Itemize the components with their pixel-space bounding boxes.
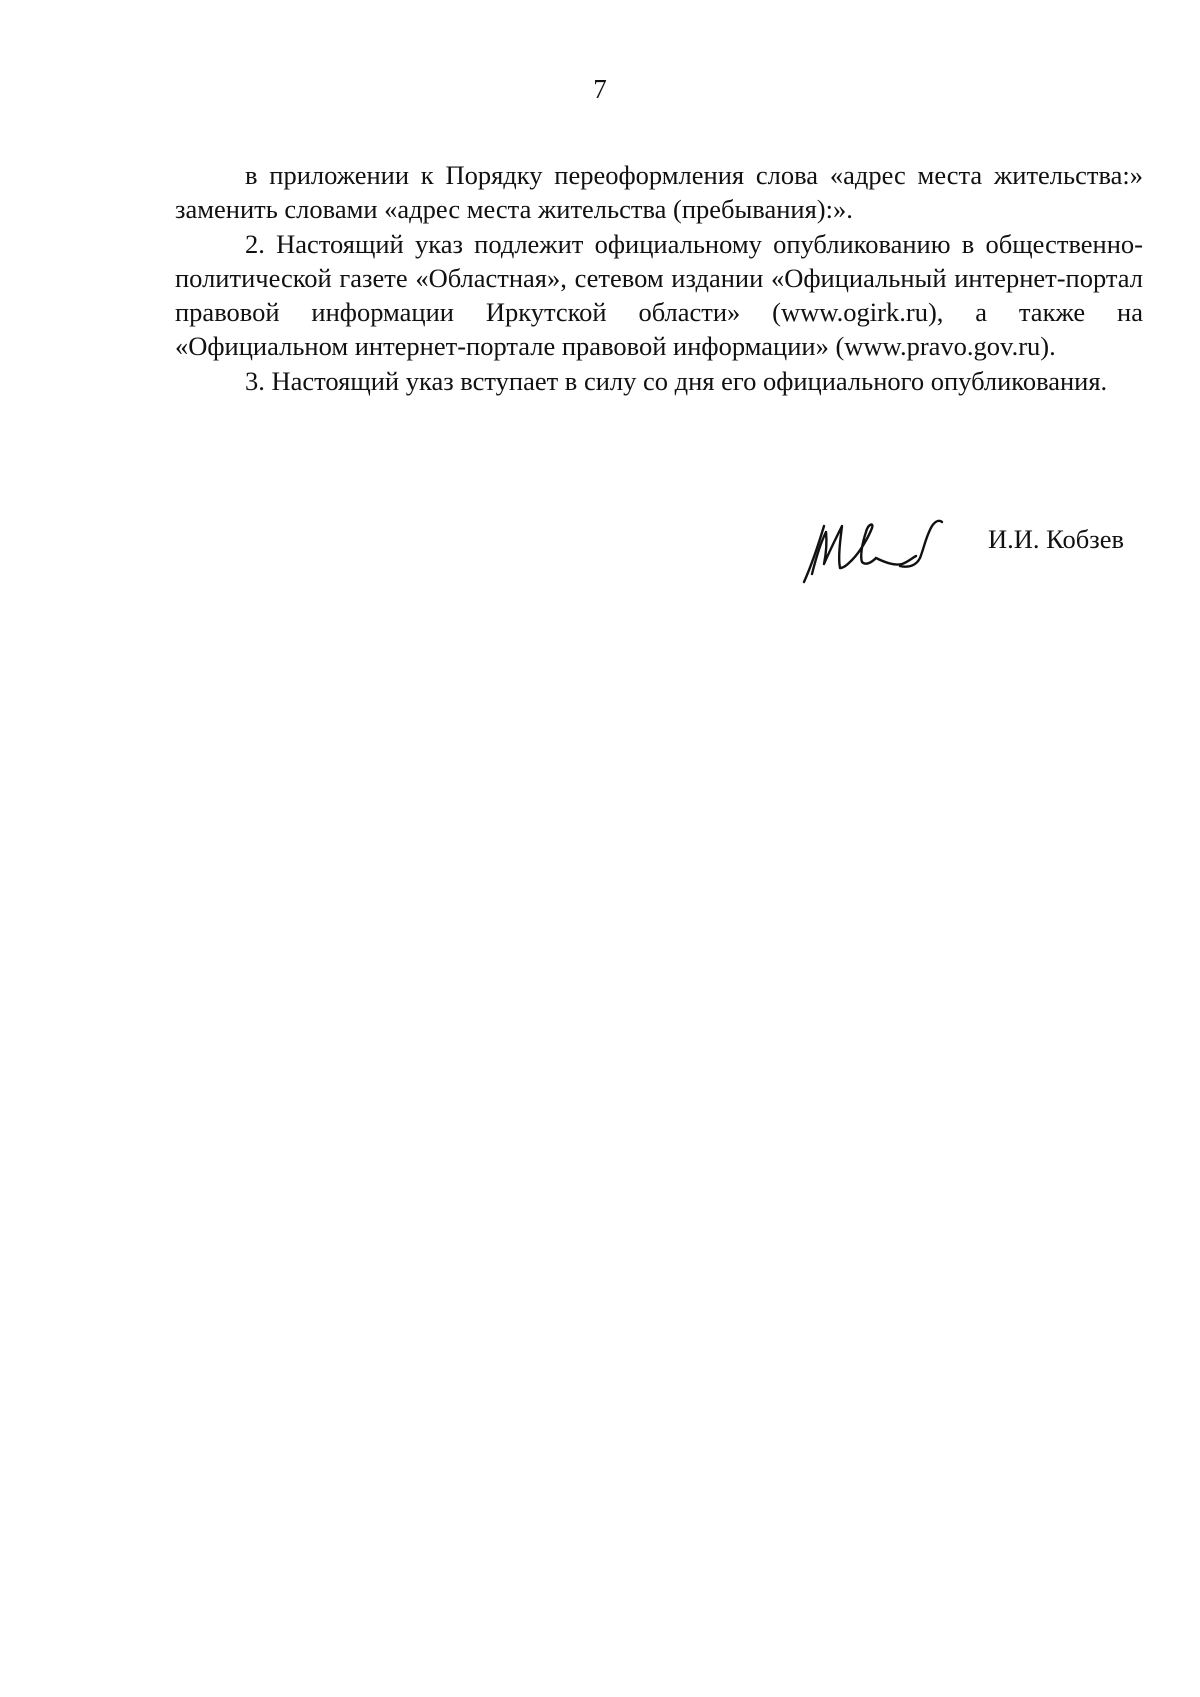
signer-name: И.И. Кобзев [988,524,1124,554]
paragraph-entry-into-force: 3. Настоящий указ вступает в силу со дня его официального опубликования. [245,365,1108,396]
page-number: 7 [593,74,607,104]
handwritten-signature [790,512,950,598]
document-body [175,158,1143,398]
signature-block [790,512,1150,602]
paragraph-publication-clause: 2. Настоящий указ подлежит официальному опубликованию в общественно-политической газете «Областная», сетевом издании «Официальный интернет-портал правовой информации Иркутской области» (www.ogirk.ru), а также на «Официальном интернет-портале правовой информации» (www.pravo.gov.ru). [175,228,1143,362]
paragraph-appendix-amendment: в приложении к Порядку переоформления слова «адрес места жительства:» заменить словами «адрес места жительства (пребывания):». [175,160,1143,225]
